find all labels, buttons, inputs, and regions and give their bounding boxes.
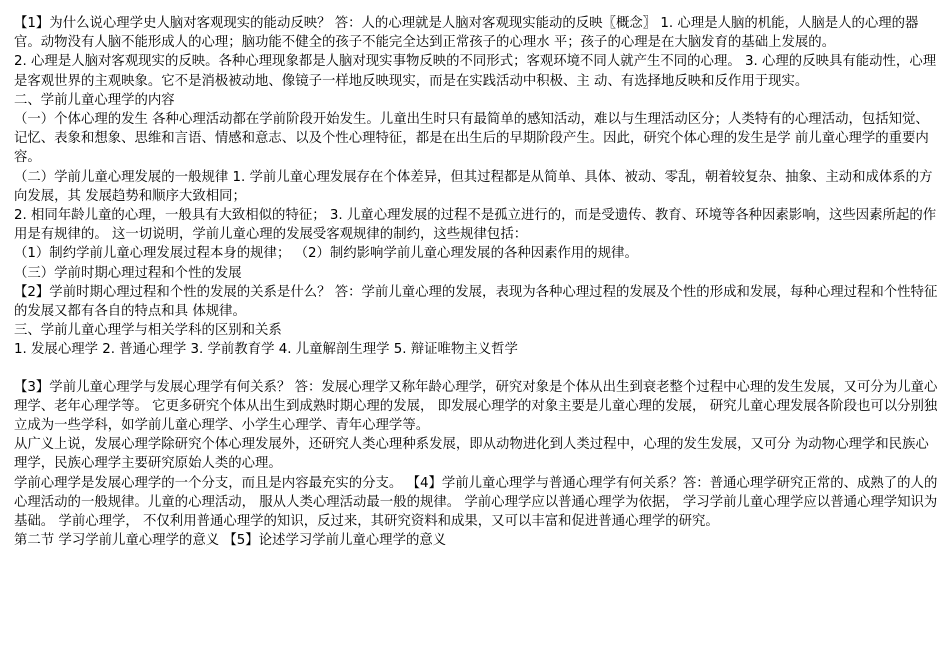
subsection-general-laws: （二）学前儿童心理发展的一般规律 1. 学前儿童心理发展存在个体差异，但其过程都是从简单、具体、被动、零乱，朝着较复杂、抽象、主动和成体系的方向发展，其 发展趋势和顺序大致相同； [14, 169, 933, 204]
related-subjects-list: 1. 发展心理学 2. 普通心理学 3. 学前教育学 4. 儿童解剖生理学 5. 辩证唯物主义哲学 [14, 342, 518, 358]
question-2-paragraph: 【2】学前时期心理过程和个性的发展的关系是什么？ 答：学前儿童心理的发展，表现为各种心理过程的发展及个性的形成和发展，每种心理过程和个性特征的发展又都有各自的特点和具 体规律。 [14, 284, 938, 320]
blank-line [14, 360, 938, 378]
same-age-paragraph: 2. 相同年龄儿童的心理，一般具有大致相似的特征； 3. 儿童心理发展的过程不是孤立进行的，而是受遗传、教育、环境等各种因素影响，这些因素所起的作用是有规律的。 这一切说明，学前儿童心理的发展受客观规律的制约，这些规律包括： [14, 208, 937, 243]
question-3-paragraph: 【3】学前儿童心理学与发展心理学有何关系？ 答：发展心理学又称年龄心理学，研究对象是个体从出生到衰老整个过程中心理的发生发展，又可分为儿童心理学、老年心理学等。 它更多研究个体从出生到成熟时期心理的发展， 即发展心理学的对象主要是儿童心理的发展， 研究儿童心理发展各阶段也可以分别独 立成为一些学科，如学前儿童心理学、小学生心理学、青年心理学等。 [14, 379, 938, 434]
section-heading-related-subjects: 三、学前儿童心理学与相关学科的区别和关系 [14, 323, 282, 339]
section-heading-content: 二、学前儿童心理学的内容 [14, 92, 175, 108]
section-two-heading: 第二节 学习学前儿童心理学的意义 【5】论述学习学前儿童心理学的意义 [14, 533, 447, 549]
question-4-paragraph: 学前心理学是发展心理学的一个分支，而且是内容最充实的分支。 【4】学前儿童心理学与普通心理学有何关系？答：普通心理学研究正常的、成熟了的人的心理活动的一般规律。儿童的心理活动， 服从人类心理活动最一般的规律。 学前心理学应以普通心理学为依据， 学习学前儿童心理学应以普通心理学知识为基础。 学前心理学， 不仅利用普通心理学的知识，反过来，其研究资料和成果，又可以丰富和促进普通心理学的研究。 [14, 475, 938, 530]
reflection-paragraph: 2. 心理是人脑对客观现实的反映。各种心理现象都是人脑对现实事物反映的不同形式；客观环境不同人就产生不同的心理。 3. 心理的反映具有能动性，心理是客观世界的主观映象。它不是消极被动地、像镜子一样地反映现实，而是在实践活动中积极、主 动、有选择地反映和反作用于现实。 [14, 54, 937, 89]
laws-list-paragraph: （1）制约学前儿童心理发展过程本身的规律； （2）制约影响学前儿童心理发展的各种因素作用的规律。 [14, 246, 638, 262]
broad-sense-paragraph: 从广义上说，发展心理学除研究个体心理发展外，还研究人类心理种系发展，即从动物进化到人类过程中，心理的发生发展，又可分 为动物心理学和民族心理学，民族心理学主要研究原始人类的心理。 [14, 437, 929, 472]
subsection-individual-origin: （一）个体心理的发生 各种心理活动都在学前阶段开始发生。儿童出生时只有最简单的感知活动，难以与生理活动区分；人类特有的心理活动，包括知觉、 记忆、表象和想象、思维和言语、情感和意志、以及个性心理特征，都是在出生后的早期阶段产生。因此，研究个体心理的发生是学 前儿童心理学的重要内容。 [14, 112, 929, 166]
subsection-process-personality: （三）学前时期心理过程和个性的发展 [14, 265, 242, 281]
question-1-paragraph: 【1】为什么说心理学史人脑对客观现实的能动反映？ 答：人的心理就是人脑对客观现实能动的反映〖概念〗 1. 心理是人脑的机能，人脑是人的心理的器官。动物没有人脑不能形成人的心理；脑功能不健全的孩子不能完全达到正常孩子的心理水 平；孩子的心理是在大脑发育的基础上发展的。 [14, 16, 919, 51]
